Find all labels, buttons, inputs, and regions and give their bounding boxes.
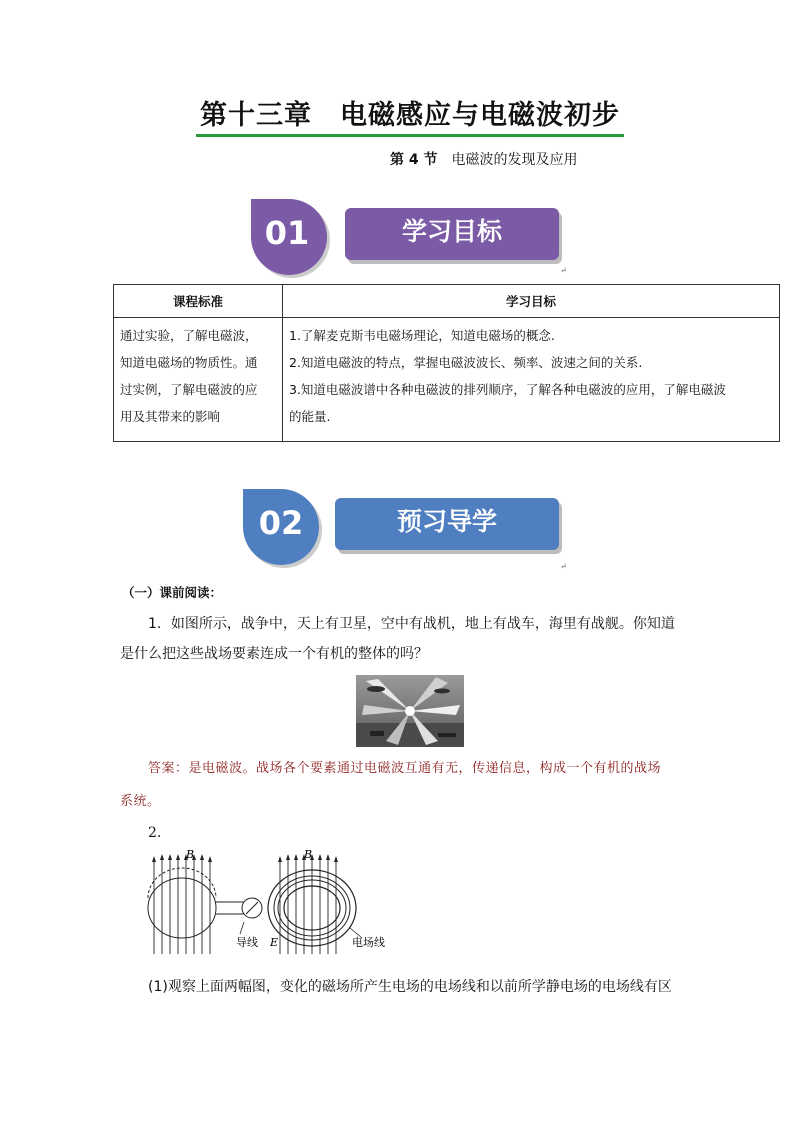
question-1-line-2: 是什么把这些战场要素连成一个有机的整体的吗？ <box>120 646 428 662</box>
col-header-standard: 课程标准 <box>114 285 283 318</box>
answer-line-1: 答案：是电磁波。战场各个要素通过电磁波互通有无，传递信息，构成一个有机的战场 <box>148 761 662 776</box>
chapter-title: 第十三章 电磁感应与电磁波初步 <box>0 93 794 137</box>
label-e: E <box>270 936 279 949</box>
label-field-lines: 电场线 <box>352 936 385 949</box>
banner-label: 预习导学 <box>396 507 497 536</box>
answer-line-2: 系统。 <box>120 794 161 809</box>
question-1-line-1: 1．如图所示，战争中，天上有卫星，空中有战机，地上有战车，海里有战舰。你知道 <box>148 616 675 632</box>
badge-number: 01 <box>264 214 310 252</box>
question-2-number: 2. <box>148 825 162 841</box>
section-name: 电磁波的发现及应用 <box>451 152 578 168</box>
objectives-cell <box>283 318 780 442</box>
standard-cell <box>114 318 283 442</box>
objective-item: 3.知道电磁波谱中各种电磁波的排列顺序，了解各种电磁波的应用，了解电磁波 <box>289 382 726 397</box>
badge-number: 02 <box>258 504 304 542</box>
battlefield-image <box>356 675 464 747</box>
section1-badge <box>248 196 330 278</box>
standard-line: 过实例，了解电磁波的应 <box>120 382 258 397</box>
section-title <box>390 149 578 169</box>
section2-banner <box>335 498 559 550</box>
field-diagram <box>140 846 410 974</box>
return-mark-icon: ↵ <box>560 562 567 571</box>
banner-label: 学习目标 <box>401 217 502 246</box>
section2-badge <box>240 486 322 568</box>
label-b2: B <box>304 848 313 861</box>
pre-reading-heading: （一）课前阅读： <box>122 585 223 600</box>
label-wire: 导线 <box>236 936 258 949</box>
goals-table <box>113 284 780 442</box>
battlefield-illustration-icon <box>356 675 464 747</box>
objective-item: 2.知道电磁波的特点，掌握电磁波波长、频率、波速之间的关系. <box>289 355 643 370</box>
standard-line: 用及其带来的影响 <box>120 409 221 424</box>
standard-line: 通过实验，了解电磁波， <box>120 328 258 343</box>
standard-line: 知道电磁场的物质性。通 <box>120 355 258 370</box>
objective-item: 1.了解麦克斯韦电磁场理论，知道电磁场的概念. <box>289 328 555 343</box>
objective-item: 的能量. <box>289 409 331 424</box>
question-2-sub-1: (1)观察上面两幅图，变化的磁场所产生电场的电场线和以前所学静电场的电场线有区 <box>148 979 672 995</box>
return-mark-icon: ↵ <box>560 266 567 275</box>
section1-banner <box>345 208 559 260</box>
magnetic-field-diagram-icon <box>140 846 410 974</box>
section-number: 第 4 节 <box>390 152 438 168</box>
col-header-objectives: 学习目标 <box>283 285 780 318</box>
label-b1: B <box>186 848 195 861</box>
